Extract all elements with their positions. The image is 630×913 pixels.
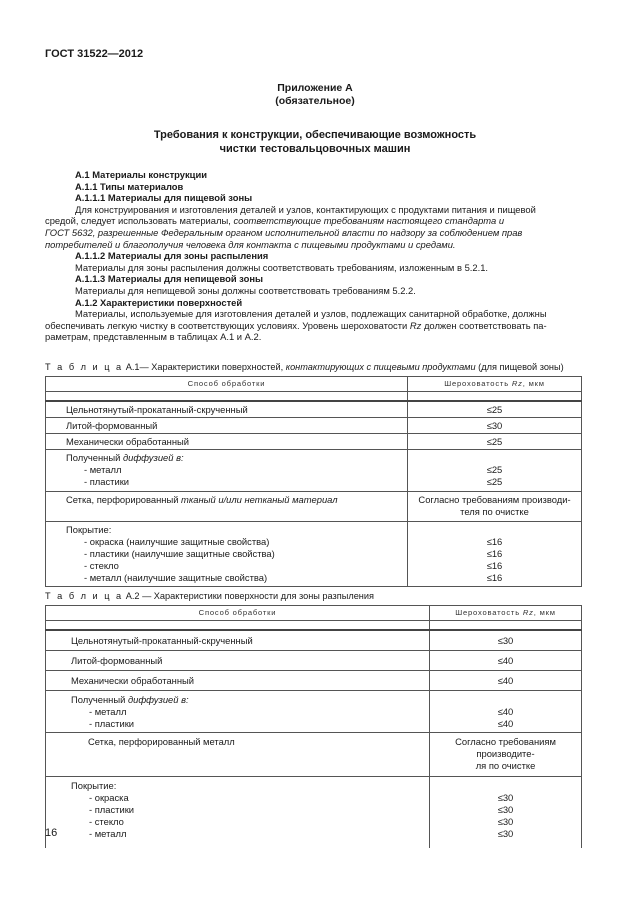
- annex-status: (обязательное): [275, 95, 355, 107]
- table1-r5-values: [408, 492, 582, 522]
- title-line-1: Требования к конструкции, обеспечивающие возможность: [153, 129, 477, 141]
- table2-r5-values: [430, 733, 582, 777]
- table1-r4-sub2: - пластики: [84, 476, 130, 487]
- table1-r6-v2: ≤16: [486, 548, 503, 559]
- table-row: [46, 434, 582, 450]
- table2-r4-title-a: Полученный: [71, 694, 128, 705]
- table1-r5-name: [46, 492, 408, 522]
- para-a12-line2a: обеспечивать легкую чистку в соответствующих условиях. Уровень шероховатости: [45, 319, 410, 331]
- table-row: [46, 401, 582, 418]
- table2-r5-v2: ля по очистке: [475, 760, 536, 771]
- table1-r1-name: Цельнотянутый-прокатанный-скрученный: [46, 401, 408, 418]
- table2-header-row: [46, 606, 582, 621]
- body-text: [45, 169, 582, 343]
- table1-r4-sub1: - металл: [84, 464, 122, 475]
- table1: [45, 376, 582, 587]
- table1-r5-v1: Согласно требованиям производи-: [418, 494, 571, 505]
- para-a111-line2: [45, 215, 582, 227]
- para-a111-line2b: соответствующие требованиям настоящего стандарта и: [233, 215, 505, 227]
- table1-r6-sub3: - стекло: [84, 560, 119, 571]
- table1-r4-title-a: Полученный: [66, 452, 123, 463]
- table1-caption-tail: (для пищевой зоны): [475, 362, 564, 372]
- section-a112: А.1.1.2 Материалы для зоны распыления: [75, 250, 269, 262]
- table2-r4-sub2: - пластики: [89, 718, 135, 729]
- table2-col1-header: Способ обработки: [46, 606, 430, 621]
- para-a12-line1: Материалы, используемые для изготовления деталей и узлов, подлежащих санитарной обработке, должны: [75, 308, 547, 320]
- table1-col2-header-b: , мкм: [522, 379, 545, 388]
- table1-col2-header-a: Шероховатость: [444, 379, 512, 388]
- table-row: [46, 691, 582, 733]
- table2-r4-name: [46, 691, 430, 733]
- table1-r6-values: [408, 522, 582, 587]
- para-a112: Материалы для зоны распыления должны соответствовать требованиям, изложенным в 5.2.1.: [75, 261, 489, 273]
- title-line-2: чистки тестовальцовочных машин: [219, 143, 411, 155]
- table2-r6-v1: ≤30: [497, 792, 514, 803]
- table1-r6-v4: ≤16: [486, 572, 503, 583]
- table1-caption-prefix: Т а б л и ц а: [45, 362, 124, 372]
- table1-caption-italic: контактирующих с пищевыми продуктами: [285, 362, 476, 372]
- para-a12-line2: [45, 320, 582, 332]
- para-a111-line2a: средой, следует использовать материалы,: [45, 215, 234, 227]
- table1-header-row: [46, 377, 582, 392]
- table1-r6-v1: ≤16: [486, 536, 503, 547]
- section-a113: А.1.1.3 Материалы для непищевой зоны: [75, 273, 264, 285]
- table2-r2-value: ≤40: [430, 651, 582, 671]
- table1-r6-sub4: - металл (наилучшие защитные свойства): [84, 572, 268, 583]
- table2-col2-header: [430, 606, 582, 621]
- table1-r6-sub2: - пластики (наилучшие защитные свойства): [84, 548, 275, 559]
- table2-r6-sub1: - окраска: [89, 792, 129, 803]
- table2-col2-header-a: Шероховатость: [455, 608, 523, 617]
- table1-caption: [45, 362, 564, 372]
- table1-r1-value: ≤25: [408, 401, 582, 418]
- table2-gap-row: [46, 621, 582, 631]
- table2-r5-name: Сетка, перфорированный металл: [46, 733, 430, 777]
- table-row: [46, 522, 582, 587]
- table1-r5-v2: теля по очистке: [460, 506, 529, 517]
- table-row: [46, 671, 582, 691]
- table2-r6-sub2: - пластики: [89, 804, 135, 815]
- table2-r6-sub3: - стекло: [89, 816, 124, 827]
- table1-col2-header-rz: Rz: [511, 379, 523, 388]
- table2-caption-rest: А.2 — Характеристики поверхности для зоны разпыления: [123, 591, 374, 601]
- rz-symbol: Rz: [409, 319, 422, 331]
- para-a111-line4: потребителей и благополучия человека для контакта с пищевыми продуктами и средами.: [45, 238, 456, 250]
- page-number: 16: [45, 827, 58, 839]
- table2-r6-values: [430, 777, 582, 849]
- table1-col1-header: Способ обработки: [46, 377, 408, 392]
- table2-r4-v2: ≤40: [497, 718, 514, 729]
- table-row: [46, 492, 582, 522]
- table1-r4-title-b: диффузией в:: [122, 452, 184, 463]
- table2-r3-value: ≤40: [430, 671, 582, 691]
- table2-col2-header-rz: Rz: [522, 608, 534, 617]
- table-row: [46, 630, 582, 651]
- table1-r6-v3: ≤16: [486, 560, 503, 571]
- para-a12-line3: раметрам, представленным в таблицах А.1 и А.2.: [45, 331, 262, 343]
- table2-r4-v1: ≤40: [497, 706, 514, 717]
- table1-gap-cell-2: [408, 392, 582, 402]
- table1-gap-row: [46, 392, 582, 402]
- para-a111-line3: ГОСТ 5632, разрешенные Федеральным органом исполнительной власти по надзору за соблюдением прав: [45, 226, 523, 238]
- table1-r5-name-b: тканый и/или нетканый материал: [181, 494, 338, 505]
- table-row: [46, 450, 582, 492]
- table2-r4-sub1: - металл: [89, 706, 127, 717]
- table2-gap-cell-2: [430, 621, 582, 631]
- table1-r6-title: Покрытие:: [66, 524, 112, 535]
- table2-r6-v4: ≤30: [497, 828, 514, 839]
- table-row: [46, 418, 582, 434]
- table1-r2-value: ≤30: [408, 418, 582, 434]
- section-a1: А.1 Материалы конструкции: [75, 169, 207, 180]
- table2-r5-v1: Согласно требованиям производите-: [455, 736, 556, 759]
- table2: [45, 605, 582, 848]
- table2-col2-header-b: , мкм: [533, 608, 556, 617]
- table2-gap-cell-1: [46, 621, 430, 631]
- table1-caption-num: А.1— Характеристики поверхностей,: [123, 362, 286, 372]
- table1-r4-name: [46, 450, 408, 492]
- table1-r4-v2: ≤25: [486, 476, 503, 487]
- table2-r6-name: [46, 777, 430, 849]
- table2-caption: [45, 591, 374, 601]
- table2-r1-name: Цельнотянутый-прокатанный-скрученный: [46, 630, 430, 651]
- table1-r6-name: [46, 522, 408, 587]
- annex-main-title: [0, 128, 630, 156]
- table-row: [46, 777, 582, 849]
- table1-r4-title: [66, 452, 403, 464]
- table1-r4-v1: ≤25: [486, 464, 503, 475]
- table2-r1-value: ≤30: [430, 630, 582, 651]
- table2-r6-v3: ≤30: [497, 816, 514, 827]
- section-a111: А.1.1.1 Материалы для пищевой зоны: [75, 192, 253, 204]
- table1-r6-sub1: - окраска (наилучшие защитные свойства): [84, 536, 270, 547]
- table1-r3-name: Механически обработанный: [46, 434, 408, 450]
- table2-r6-v2: ≤30: [497, 804, 514, 815]
- para-a12-line2c: должен соответствовать па-: [421, 319, 547, 331]
- table1-col2-header: [408, 377, 582, 392]
- table2-caption-prefix: Т а б л и ц а: [45, 591, 124, 601]
- table-row: [46, 651, 582, 671]
- para-a111-line1: Для конструирования и изготовления деталей и узлов, контактирующих с продуктами питания и пищевой: [75, 203, 536, 215]
- table2-r6-sub4: - металл: [89, 828, 127, 839]
- section-a12: А.1.2 Характеристики поверхностей: [75, 296, 243, 308]
- table1-r4-values: [408, 450, 582, 492]
- table2-r2-name: Литой-формованный: [46, 651, 430, 671]
- table2-r6-title: Покрытие:: [71, 780, 117, 791]
- para-a113: Материалы для непищевой зоны должны соответствовать требованиям 5.2.2.: [75, 284, 416, 296]
- table2-r4-title: [71, 694, 425, 706]
- table-row: [46, 733, 582, 777]
- table2-r4-values: [430, 691, 582, 733]
- table1-r3-value: ≤25: [408, 434, 582, 450]
- annex-heading: [0, 82, 630, 108]
- table1-gap-cell-1: [46, 392, 408, 402]
- section-a11: А.1.1 Типы материалов: [75, 180, 184, 192]
- annex-title: Приложение А: [277, 82, 353, 94]
- table2-r4-title-b: диффузией в:: [127, 694, 189, 705]
- table2-r3-name: Механически обработанный: [46, 671, 430, 691]
- table1-r2-name: Литой-формованный: [46, 418, 408, 434]
- document-header: ГОСТ 31522—2012: [45, 48, 144, 60]
- table1-r5-name-a: Сетка, перфорированный: [66, 494, 182, 505]
